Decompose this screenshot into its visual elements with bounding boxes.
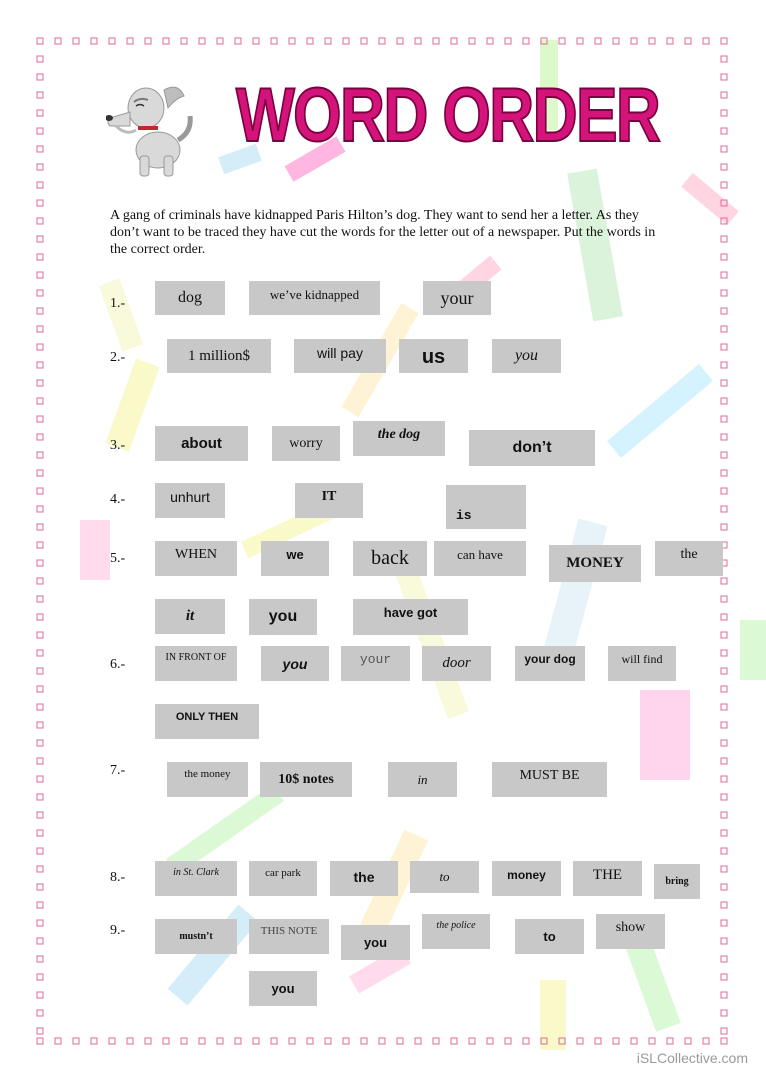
- border-dot: [721, 848, 727, 854]
- border-dot: [577, 38, 583, 44]
- border-dot: [721, 380, 727, 386]
- border-dot: [37, 1038, 43, 1044]
- word-tile[interactable]: bring: [654, 864, 700, 899]
- border-dot: [145, 38, 151, 44]
- border-dot: [73, 38, 79, 44]
- border-dot: [37, 398, 43, 404]
- word-tile[interactable]: door: [422, 646, 491, 681]
- exercise-number: 3.-: [110, 438, 126, 453]
- border-dot: [505, 1038, 511, 1044]
- border-dot: [307, 1038, 313, 1044]
- border-dot: [631, 38, 637, 44]
- border-dot: [469, 38, 475, 44]
- border-dot: [523, 38, 529, 44]
- border-dot: [541, 1038, 547, 1044]
- border-dot: [721, 812, 727, 818]
- border-dot: [685, 38, 691, 44]
- border-dot: [721, 452, 727, 458]
- word-tile[interactable]: you: [249, 971, 317, 1006]
- border-dot: [721, 992, 727, 998]
- word-tile[interactable]: it: [155, 599, 225, 634]
- exercise-number: 1.-: [110, 296, 126, 311]
- word-tile[interactable]: the police: [422, 914, 490, 949]
- border-dot: [721, 1028, 727, 1034]
- word-tile[interactable]: WHEN: [155, 541, 237, 576]
- border-dot: [37, 110, 43, 116]
- border-dot: [37, 668, 43, 674]
- border-dot: [721, 182, 727, 188]
- exercise-number: 2.-: [110, 350, 126, 365]
- border-dot: [37, 902, 43, 908]
- word-tile[interactable]: MONEY: [549, 545, 641, 582]
- border-dot: [469, 1038, 475, 1044]
- word-tile[interactable]: your: [423, 281, 491, 315]
- border-dot: [433, 1038, 439, 1044]
- border-dot: [721, 884, 727, 890]
- border-dot: [721, 740, 727, 746]
- border-dot: [487, 38, 493, 44]
- border-dot: [721, 794, 727, 800]
- border-dot: [613, 1038, 619, 1044]
- word-tile[interactable]: IT: [295, 483, 363, 518]
- border-dot: [37, 1010, 43, 1016]
- word-tile[interactable]: money: [492, 861, 561, 896]
- word-tile[interactable]: worry: [272, 426, 340, 461]
- border-dot: [721, 308, 727, 314]
- border-dot: [37, 596, 43, 602]
- word-tile[interactable]: the: [655, 541, 723, 576]
- border-dot: [721, 362, 727, 368]
- border-dot: [37, 938, 43, 944]
- exercise-number: 9.-: [110, 923, 126, 938]
- border-dot: [595, 38, 601, 44]
- word-tile[interactable]: unhurt: [155, 483, 225, 518]
- border-dot: [37, 524, 43, 530]
- border-dot: [721, 668, 727, 674]
- border-dot: [361, 1038, 367, 1044]
- border-dot: [37, 290, 43, 296]
- border-dot: [721, 398, 727, 404]
- border-dot: [721, 1010, 727, 1016]
- border-dot: [721, 686, 727, 692]
- border-dot: [595, 1038, 601, 1044]
- border-dot: [37, 326, 43, 332]
- border-dot: [721, 830, 727, 836]
- border-dot: [541, 38, 547, 44]
- border-dot: [37, 542, 43, 548]
- border-dot: [397, 38, 403, 44]
- border-dot: [685, 1038, 691, 1044]
- border-dot: [721, 650, 727, 656]
- border-dot: [289, 1038, 295, 1044]
- border-dot: [163, 1038, 169, 1044]
- border-dot: [109, 38, 115, 44]
- word-tile[interactable]: we’ve kidnapped: [249, 281, 380, 315]
- border-dot: [37, 182, 43, 188]
- word-tile[interactable]: to: [410, 861, 479, 893]
- border-dot: [721, 524, 727, 530]
- border-dot: [37, 776, 43, 782]
- border-dot: [217, 1038, 223, 1044]
- border-dot: [631, 1038, 637, 1044]
- exercise-number: 8.-: [110, 870, 126, 885]
- border-dot: [433, 38, 439, 44]
- border-dot: [721, 146, 727, 152]
- border-dot: [145, 1038, 151, 1044]
- border-dot: [721, 92, 727, 98]
- word-tile[interactable]: MUST BE: [492, 762, 607, 797]
- border-dot: [37, 866, 43, 872]
- border-dot: [721, 56, 727, 62]
- border-dot: [199, 1038, 205, 1044]
- border-dot: [487, 1038, 493, 1044]
- border-dot: [37, 164, 43, 170]
- word-tile[interactable]: show: [596, 914, 665, 949]
- word-tile[interactable]: have got: [353, 599, 468, 635]
- border-dot: [181, 38, 187, 44]
- border-dot: [73, 1038, 79, 1044]
- border-dot: [667, 1038, 673, 1044]
- border-dot: [37, 992, 43, 998]
- border-dot: [37, 272, 43, 278]
- border-dot: [343, 38, 349, 44]
- border-dot: [37, 416, 43, 422]
- word-tile[interactable]: to: [515, 919, 584, 954]
- border-dot: [721, 578, 727, 584]
- border-dot: [37, 74, 43, 80]
- border-dot: [37, 254, 43, 260]
- border-dot: [721, 866, 727, 872]
- word-tile[interactable]: you: [492, 339, 561, 373]
- border-dot: [37, 884, 43, 890]
- border-dot: [37, 506, 43, 512]
- border-dot: [253, 1038, 259, 1044]
- word-tile[interactable]: you: [341, 925, 410, 960]
- border-dot: [721, 1038, 727, 1044]
- border-dot: [361, 38, 367, 44]
- word-tile[interactable]: 10$ notes: [260, 762, 352, 797]
- border-dot: [37, 128, 43, 134]
- border-dot: [37, 614, 43, 620]
- border-dot: [109, 1038, 115, 1044]
- border-dot: [721, 218, 727, 224]
- word-tile[interactable]: back: [353, 541, 427, 576]
- border-dot: [199, 38, 205, 44]
- border-dot: [37, 974, 43, 980]
- border-dot: [721, 956, 727, 962]
- border-dot: [253, 38, 259, 44]
- border-dot: [127, 38, 133, 44]
- word-tile[interactable]: in: [388, 762, 457, 797]
- word-tile[interactable]: car park: [249, 861, 317, 896]
- border-dot: [55, 38, 61, 44]
- border-dot: [37, 470, 43, 476]
- border-dot: [37, 848, 43, 854]
- border-dot: [721, 938, 727, 944]
- word-tile[interactable]: IN FRONT OF: [155, 646, 237, 681]
- site-watermark: iSLCollective.com: [636, 1050, 748, 1066]
- word-tile[interactable]: will pay: [294, 339, 386, 373]
- border-dot: [451, 1038, 457, 1044]
- word-tile[interactable]: you: [261, 646, 329, 681]
- border-dot: [667, 38, 673, 44]
- word-tile[interactable]: mustn’t: [155, 919, 237, 954]
- border-dot: [217, 38, 223, 44]
- border-dot: [559, 38, 565, 44]
- border-dot: [163, 38, 169, 44]
- border-dot: [37, 722, 43, 728]
- border-dot: [343, 1038, 349, 1044]
- border-dot: [415, 38, 421, 44]
- border-dot: [91, 1038, 97, 1044]
- border-dot: [721, 254, 727, 260]
- border-dot: [703, 38, 709, 44]
- border-dot: [721, 470, 727, 476]
- exercise-number: 7.-: [110, 763, 126, 778]
- border-dot: [721, 902, 727, 908]
- border-dot: [577, 1038, 583, 1044]
- border-dot: [379, 38, 385, 44]
- border-dot: [37, 488, 43, 494]
- border-dot: [415, 1038, 421, 1044]
- border-dot: [37, 794, 43, 800]
- border-dot: [379, 1038, 385, 1044]
- border-dot: [271, 1038, 277, 1044]
- border-dot: [649, 1038, 655, 1044]
- border-dot: [649, 38, 655, 44]
- border-dot: [721, 164, 727, 170]
- word-tile[interactable]: don’t: [469, 430, 595, 466]
- border-dot: [289, 38, 295, 44]
- border-dot: [721, 272, 727, 278]
- border-dot: [325, 1038, 331, 1044]
- border-dot: [181, 1038, 187, 1044]
- word-tile[interactable]: we: [261, 541, 329, 576]
- border-dot: [721, 290, 727, 296]
- border-dot: [37, 740, 43, 746]
- border-dot: [37, 380, 43, 386]
- border-dot: [523, 1038, 529, 1044]
- border-dot: [37, 56, 43, 62]
- border-dot: [721, 758, 727, 764]
- border-dot: [721, 74, 727, 80]
- border-dot: [307, 38, 313, 44]
- border-dot: [37, 1028, 43, 1034]
- border-dot: [721, 200, 727, 206]
- word-tile[interactable]: the money: [167, 762, 248, 797]
- border-dot: [37, 452, 43, 458]
- border-dot: [37, 956, 43, 962]
- dog-icon: [106, 78, 196, 178]
- border-dot: [127, 1038, 133, 1044]
- border-dot: [721, 38, 727, 44]
- border-dot: [37, 650, 43, 656]
- word-tile[interactable]: the dog: [353, 421, 445, 456]
- border-dot: [721, 596, 727, 602]
- border-dot: [37, 92, 43, 98]
- border-dot: [37, 236, 43, 242]
- word-tile[interactable]: THE: [573, 861, 642, 896]
- word-tile[interactable]: can have: [434, 541, 526, 576]
- border-dot: [613, 38, 619, 44]
- border-dot: [37, 146, 43, 152]
- border-dot: [451, 38, 457, 44]
- border-dot: [91, 38, 97, 44]
- border-dot: [721, 128, 727, 134]
- border-dot: [37, 632, 43, 638]
- border-dot: [37, 344, 43, 350]
- word-tile[interactable]: us: [399, 339, 468, 373]
- border-dot: [721, 326, 727, 332]
- border-dot: [37, 200, 43, 206]
- intro-text: A gang of criminals have kidnapped Paris Hilton’s dog. They want to send her a letter. As they don’t want to be traced they have cut the words for the letter out of a newspaper. Put the words in the correct order.: [110, 208, 656, 257]
- worksheet-title: WORD ORDER: [236, 73, 660, 158]
- word-tile[interactable]: will find: [608, 646, 676, 681]
- border-dot: [559, 1038, 565, 1044]
- border-dot: [721, 632, 727, 638]
- border-dot: [55, 1038, 61, 1044]
- border-dot: [721, 488, 727, 494]
- border-dot: [37, 434, 43, 440]
- word-tile[interactable]: about: [155, 426, 248, 461]
- border-dot: [37, 308, 43, 314]
- border-dot: [703, 1038, 709, 1044]
- word-tile[interactable]: is: [446, 485, 526, 529]
- border-dot: [271, 38, 277, 44]
- word-tile[interactable]: your: [341, 646, 410, 681]
- word-tile[interactable]: your dog: [515, 646, 585, 681]
- border-dot: [721, 704, 727, 710]
- word-tile[interactable]: you: [249, 599, 317, 635]
- border-dot: [37, 686, 43, 692]
- border-dot: [721, 776, 727, 782]
- border-dot: [721, 974, 727, 980]
- border-dot: [721, 614, 727, 620]
- exercise-number: 4.-: [110, 492, 126, 507]
- border-dot: [505, 38, 511, 44]
- border-dot: [721, 434, 727, 440]
- border-dot: [397, 1038, 403, 1044]
- border-dot: [721, 506, 727, 512]
- border-dot: [721, 110, 727, 116]
- exercise-number: 6.-: [110, 657, 126, 672]
- border-dot: [721, 416, 727, 422]
- word-tile[interactable]: THIS NOTE: [249, 919, 329, 954]
- border-dot: [235, 38, 241, 44]
- exercise-number: 5.-: [110, 551, 126, 566]
- word-tile[interactable]: the: [330, 861, 398, 896]
- border-dot: [721, 722, 727, 728]
- word-tile[interactable]: in St. Clark: [155, 861, 237, 896]
- border-dot: [721, 920, 727, 926]
- border-dot: [37, 578, 43, 584]
- word-tile[interactable]: dog: [155, 281, 225, 315]
- border-dot: [721, 236, 727, 242]
- border-dot: [37, 758, 43, 764]
- border-dot: [721, 344, 727, 350]
- border-dot: [37, 218, 43, 224]
- word-tile[interactable]: 1 million$: [167, 339, 271, 373]
- border-dot: [37, 830, 43, 836]
- border-dot: [37, 38, 43, 44]
- border-dot: [37, 704, 43, 710]
- word-tile[interactable]: ONLY THEN: [155, 704, 259, 739]
- border-dot: [37, 560, 43, 566]
- border-dot: [37, 362, 43, 368]
- border-dot: [235, 1038, 241, 1044]
- border-dot: [325, 38, 331, 44]
- border-dot: [37, 920, 43, 926]
- border-dot: [37, 812, 43, 818]
